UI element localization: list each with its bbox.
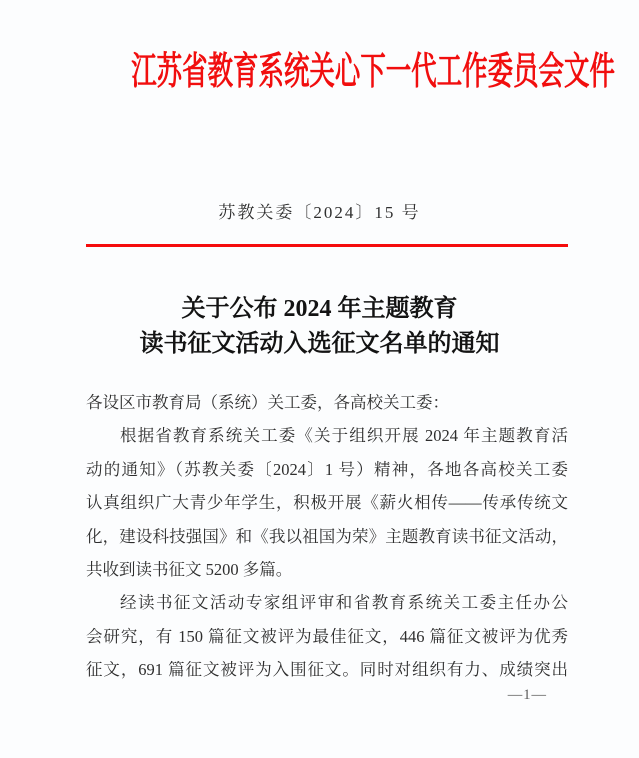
body-line: 征文，691 篇征文被评为入围征文。同时对组织有力、成绩突出 — [86, 660, 568, 680]
page-number: —1— — [507, 687, 547, 703]
letterhead-title: 江苏省教育系统关心下一代工作委员会文件 — [131, 51, 615, 93]
body-line: 化，建设科技强国》和《我以祖国为荣》主题教育读书征文活动， — [86, 526, 568, 546]
letterhead — [0, 53, 639, 91]
red-divider-line — [86, 244, 568, 247]
body-line: 动的通知》（苏教关委〔2024〕1 号）精神，各地各高校关工委 — [86, 459, 568, 479]
document-title-line-2: 读书征文活动入选征文名单的通知 — [139, 331, 500, 357]
document-number: 苏教关委〔2024〕15 号 — [218, 203, 421, 222]
salutation-line: 各设区市教育局（系统）关工委，各高校关工委： — [86, 393, 449, 412]
body-line: 根据省教育系统关工委《关于组织开展 2024 年主题教育活 — [120, 426, 568, 446]
body-line: 共收到读书征文 5200 多篇。 — [86, 560, 293, 580]
document-title — [0, 292, 639, 362]
body-line: 经读书征文活动专家组评审和省教育系统关工委主任办公 — [120, 593, 568, 613]
document-body — [86, 386, 568, 687]
body-line: 会研究，有 150 篇征文被评为最佳征文，446 篇征文被评为优秀 — [86, 626, 568, 646]
body-line: 认真组织广大青少年学生，积极开展《薪火相传——传承传统文 — [86, 493, 568, 513]
document-title-line-1: 关于公布 2024 年主题教育 — [181, 296, 458, 322]
